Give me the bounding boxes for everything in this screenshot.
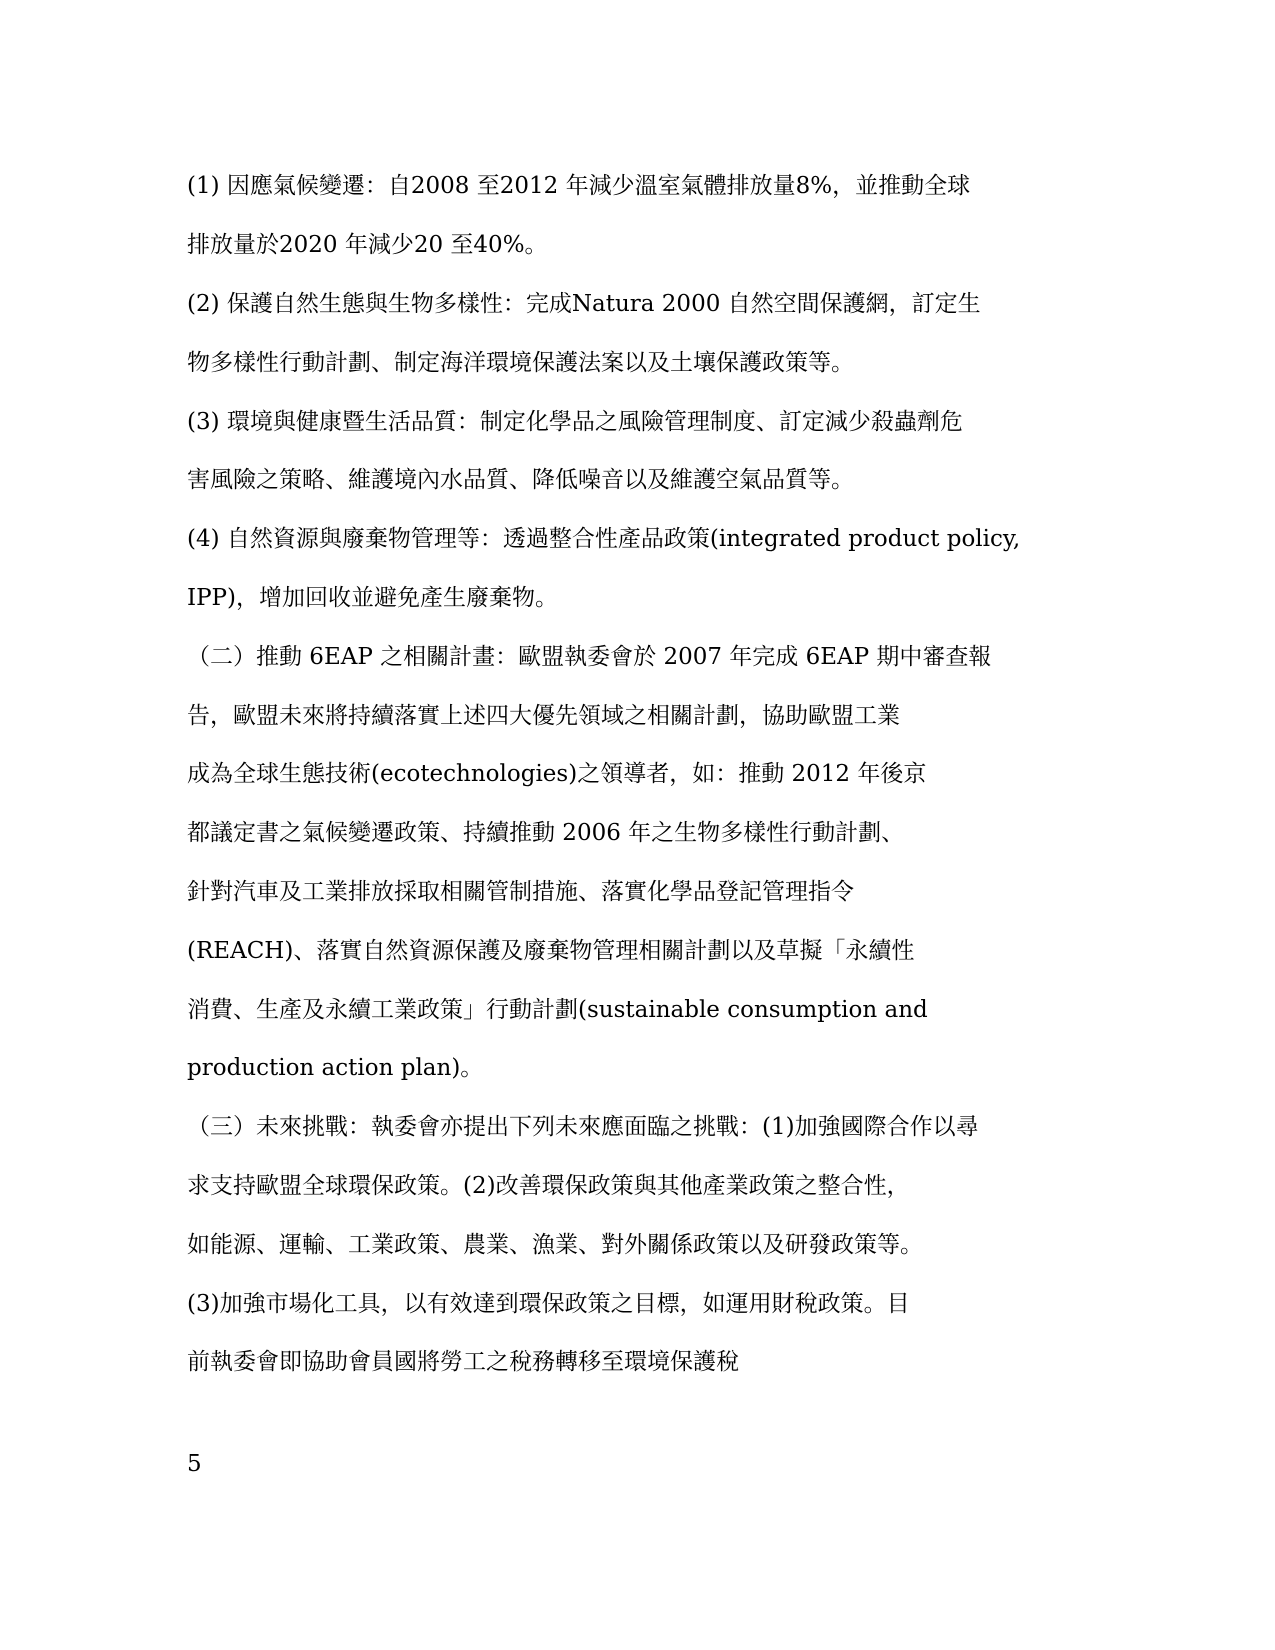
text-line: (3)加強市場化工具，以有效達到環保政策之目標，如運用財稅政策。目 — [187, 1291, 910, 1317]
text-line: 如能源、運輸、工業政策、農業、漁業、對外關係政策以及研發政策等。 — [187, 1232, 923, 1258]
text-line: 成為全球生態技術(ecotechnologies)之領導者，如：推動 2012 年後京 — [187, 761, 927, 787]
text-line: (3) 環境與健康暨生活品質：制定化學品之風險管理制度、訂定減少殺蟲劑危 — [187, 409, 963, 435]
text-line: (REACH)、落實自然資源保護及廢棄物管理相關計劃以及草擬「永續性 — [187, 938, 915, 964]
text-line: 前執委會即協助會員國將勞工之稅務轉移至環境保護稅 — [187, 1349, 739, 1375]
text-line: (2) 保護自然生態與生物多樣性：完成Natura 2000 自然空間保護網，訂定生 — [187, 291, 981, 317]
text-line: 告，歐盟未來將持續落實上述四大優先領域之相關計劃，協助歐盟工業 — [187, 703, 900, 729]
text-line: (4) 自然資源與廢棄物管理等：透過整合性產品政策(integrated product policy, — [187, 526, 1021, 552]
text-line: 都議定書之氣候變遷政策、持續推動 2006 年之生物多樣性行動計劃、 — [187, 820, 905, 846]
page-number: 5 — [187, 1451, 202, 1477]
text-line: （二）推動 6EAP 之相關計畫：歐盟執委會於 2007 年完成 6EAP 期中審查報 — [187, 644, 992, 670]
text-line: 針對汽車及工業排放採取相關管制措施、落實化學品登記管理指令 — [187, 879, 854, 905]
text-line: 消費、生產及永續工業政策」行動計劃(sustainable consumption and — [187, 997, 928, 1023]
text-line: 求支持歐盟全球環保政策。(2)改善環保政策與其他產業政策之整合性， — [187, 1173, 910, 1199]
text-line: production action plan)。 — [187, 1055, 484, 1081]
text-line: 物多樣性行動計劃、制定海洋環境保護法案以及土壤保護政策等。 — [187, 350, 854, 376]
text-line: 排放量於2020 年減少20 至40%。 — [187, 232, 548, 258]
text-line: (1) 因應氣候變遷：自2008 至2012 年減少溫室氣體排放量8%，並推動全球 — [187, 173, 971, 199]
text-line: （三）未來挑戰：執委會亦提出下列未來應面臨之挑戰：(1)加強國際合作以尋 — [187, 1114, 979, 1140]
text-line: 害風險之策略、維護境內水品質、降低噪音以及維護空氣品質等。 — [187, 467, 854, 493]
text-line: IPP)，增加回收並避免產生廢棄物。 — [187, 585, 559, 611]
